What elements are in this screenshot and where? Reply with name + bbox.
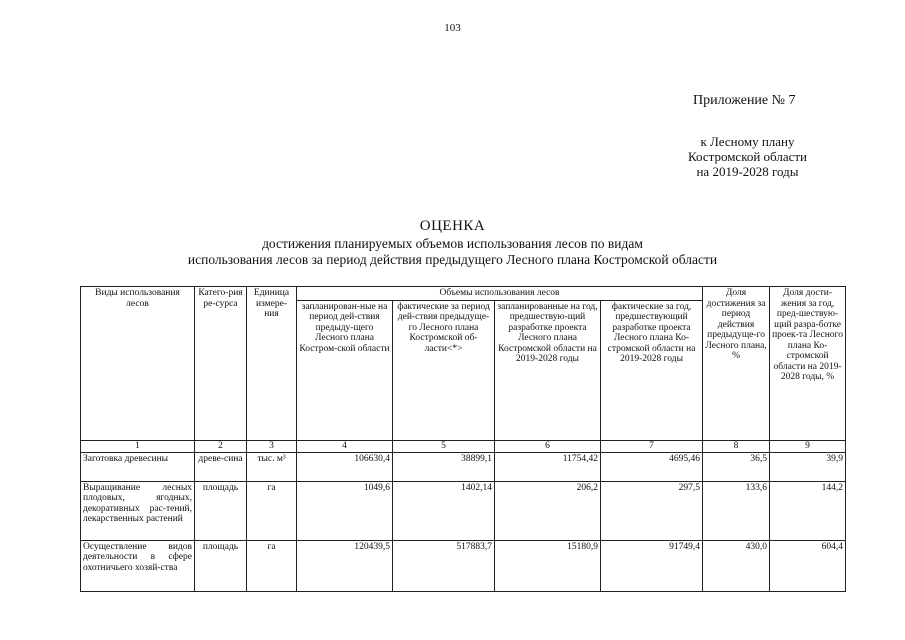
document-subtitle [120, 236, 785, 268]
header-share-year: Доля дости-жения за год, пред-шествую-щий разра-ботке проек-та Лесного плана Ко-стромской области на 2019-2028 годы, % [770, 287, 846, 441]
document-title: ОЦЕНКА [419, 218, 486, 234]
cell-kind: Выращивание лесных плодовых, ягодных, декоративных рас-тений, лекарственных растений [81, 481, 195, 540]
assessment-table [80, 286, 846, 592]
cell-category: площадь [195, 481, 247, 540]
cell-actual-period: 38899,1 [393, 452, 495, 481]
cell-unit: тыс. м³ [247, 452, 297, 481]
cell-planned-year: 15180,9 [495, 540, 601, 591]
cell-planned-period: 1049,6 [297, 481, 393, 540]
column-number: 5 [393, 440, 495, 452]
cell-planned-period: 120439,5 [297, 540, 393, 591]
header-category: Катего-рия ре-сурса [195, 287, 247, 441]
cell-category: древе-сина [195, 452, 247, 481]
appendix-line-3: на 2019-2028 годы [696, 164, 799, 179]
document-subtitle-line-1: достижения планируемых объемов использования лесов по видам [262, 236, 643, 251]
cell-actual-year: 297,5 [601, 481, 703, 540]
cell-actual-year: 91749,4 [601, 540, 703, 591]
document-subtitle-line-2: использования лесов за период действия предыдущего Лесного плана Костромской области [187, 252, 718, 267]
header-volumes: Объемы использования лесов [297, 287, 703, 301]
cell-share-year: 39,9 [770, 452, 846, 481]
page-number: 103 [444, 22, 461, 34]
cell-actual-period: 1402,14 [393, 481, 495, 540]
header-actual-period: фактические за период дей-ствия предыдуще-го Лесного плана Костромской об-ласти<*> [393, 300, 495, 440]
column-number: 1 [81, 440, 195, 452]
header-share-period: Доля достижения за период действия предыдуще-го Лесного плана, % [703, 287, 770, 441]
header-actual-year: фактические за год, предшествующий разработке проекта Лесного плана Ко-стромской области на 2019-2028 годы [601, 300, 703, 440]
cell-share-year: 604,4 [770, 540, 846, 591]
cell-actual-year: 4695,46 [601, 452, 703, 481]
header-planned-year: запланированные на год, предшествую-щий разработке проекта Лесного плана Костромской области на 2019-2028 годы [495, 300, 601, 440]
column-number: 8 [703, 440, 770, 452]
column-numbers-row [81, 440, 846, 452]
table-row [81, 540, 846, 591]
table-row [81, 452, 846, 481]
appendix-line-2: Костромской области [687, 149, 808, 164]
header-unit: Единица измере-ния [247, 287, 297, 441]
cell-kind: Осуществление видов деятельности в сфере охотничьего хозяй-ства [81, 540, 195, 591]
appendix-line-1: к Лесному плану [700, 134, 795, 149]
column-number: 4 [297, 440, 393, 452]
cell-kind: Заготовка древесины [81, 452, 195, 481]
cell-unit: га [247, 540, 297, 591]
column-number: 9 [770, 440, 846, 452]
cell-planned-period: 106630,4 [297, 452, 393, 481]
cell-share-year: 144,2 [770, 481, 846, 540]
cell-share-period: 430,0 [703, 540, 770, 591]
header-planned-period: запланирован-ные на период дей-ствия предыду-щего Лесного плана Костром-ской области [297, 300, 393, 440]
cell-actual-period: 517883,7 [393, 540, 495, 591]
appendix-title: Приложение № 7 [693, 93, 796, 108]
column-number: 7 [601, 440, 703, 452]
cell-unit: га [247, 481, 297, 540]
cell-planned-year: 11754,42 [495, 452, 601, 481]
table-row [81, 481, 846, 540]
header-kind: Виды использования лесов [81, 287, 195, 441]
appendix-subtitle [660, 134, 835, 179]
cell-share-period: 133,6 [703, 481, 770, 540]
header-row-1 [81, 287, 846, 301]
column-number: 6 [495, 440, 601, 452]
column-number: 2 [195, 440, 247, 452]
cell-category: площадь [195, 540, 247, 591]
cell-planned-year: 206,2 [495, 481, 601, 540]
cell-share-period: 36,5 [703, 452, 770, 481]
column-number: 3 [247, 440, 297, 452]
